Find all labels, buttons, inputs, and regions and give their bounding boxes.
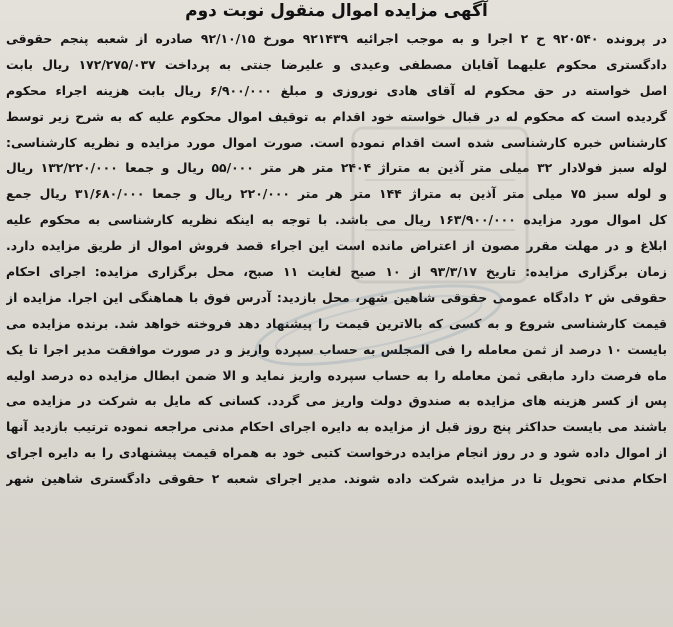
notice-line: احکام مدنی تحویل تا در مزایده شرکت داده شوند. مدیر اجرای شعبه ۲ حقوقی دادگستری شاهین شهر: [6, 471, 667, 487]
notice-line: ماه فرصت دارد مابقی ثمن معامله را به حساب سپرده واریز نماید و الا ضمن ابطال مزایده ده درصد اولیه: [6, 367, 667, 383]
notice-line: و لوله سبز ۷۵ میلی متر آذین به متراژ ۱۴۴ متر هر متر ۲۲۰/۰۰۰ ریال و جمعا ۳۱/۶۸۰/۰۰۰ ریال جمع: [6, 186, 667, 202]
notice-line: حقوقی ش ۲ دادگاه عمومی حقوقی شاهین شهر، محل بازدید: آدرس فوق با هماهنگی این اجرا. مزایده از: [6, 289, 667, 305]
notice-line: گردیده است که محکوم له در قبال خواسته خود اقدام به توقیف اموال محکوم علیه که به شرح زیر توسط: [6, 108, 667, 124]
notice-line: قیمت کارشناسی شروع و به کسی که بالاترین قیمت را پیشنهاد دهد فروخته خواهد شد. برنده مزایده می: [6, 315, 667, 331]
notice-line: از اموال داده شود و در روز انجام مزایده درخواست کتبی خود به همراه قیمت پیشنهادی را به دایره اجرای: [6, 445, 667, 461]
notice-line: کارشناس خبره کارشناسی شده است اقدام نموده است. صورت اموال مورد مزایده و نظریه کارشناسی:: [6, 134, 667, 150]
notice-line: باشند می بایست حداکثر پنج روز قبل از مزایده به دایره اجرای احکام مدنی مراجعه نموده ترتیب بازدید آنها: [6, 419, 667, 435]
notice-line: لوله سبز فولادار ۳۲ میلی متر آذین به متراژ ۲۴۰۴ متر هر متر ۵۵/۰۰۰ ریال و جمعا ۱۳۲/۲۲۰/۰۰۰ ریال: [6, 160, 667, 176]
notice-line: کل اموال مورد مزایده ۱۶۳/۹۰۰/۰۰۰ ریال می باشد. با توجه به اینکه نظریه کارشناسی به محکوم علیه: [6, 212, 667, 228]
notice-line: در پرونده ۹۲۰۵۴۰ ح ۲ اجرا و به موجب اجرائیه ۹۲۱۴۳۹ مورخ ۹۲/۱۰/۱۵ صادره از شعبه پنجم حقوقی: [6, 31, 667, 46]
notice-title: آگهی مزایده اموال منقول نوبت دوم: [185, 1, 488, 21]
notice-line: ابلاغ و در مهلت مقرر مصون از اعتراض مانده است این اجراء قصد فروش اموال از طریق مزایده دارد.: [6, 238, 667, 254]
notice-line: دادگستری محکوم علیهما آقایان مصطفی وعیدی و علیرضا جنتی به پرداخت ۱۷۲/۲۷۵/۰۳۷ ریال بابت: [6, 56, 667, 72]
notice-body: [6, 26, 667, 492]
notice-line: زمان برگزاری مزایده: تاریخ ۹۳/۳/۱۷ از ۱۰ صبح لغایت ۱۱ صبح، محل برگزاری مزایده: اجرای احکام: [6, 264, 667, 280]
notice-line: بایست ۱۰ درصد از ثمن معامله را فی المجلس به حساب سپرده واریز و در صورت موافقت مدیر اجرا تا یک: [6, 341, 667, 357]
notice-line: اصل خواسته در حق محکوم له آقای هادی نوروزی و مبلغ ۶/۹۰۰/۰۰۰ ریال بابت هزینه اجراء محکوم: [6, 82, 667, 98]
notice-line: پس از کسر هزینه های مزایده به صندوق دولت واریز می گردد. کسانی که مایل به شرکت در مزایده می: [6, 393, 667, 409]
